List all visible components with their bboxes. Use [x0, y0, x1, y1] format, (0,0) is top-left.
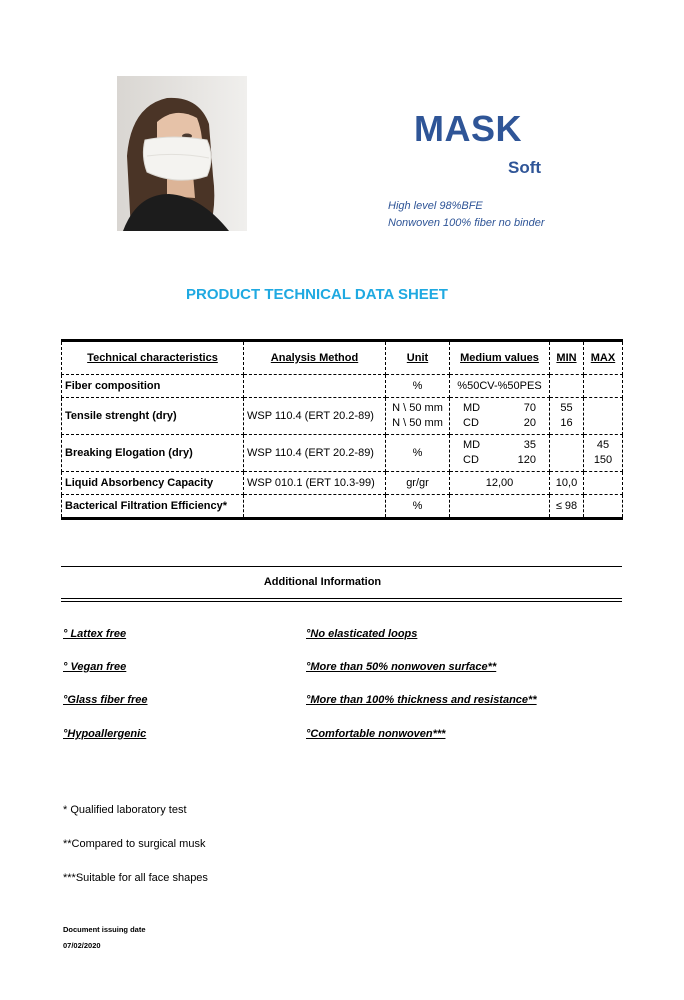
cell-min [550, 435, 584, 472]
feature-item: ° Lattex free [63, 628, 127, 640]
cell-characteristic: Bacterical Filtration Efficiency* [62, 495, 244, 519]
table-row [62, 495, 623, 519]
product-subtitle: Soft [508, 158, 542, 177]
cell-max [584, 398, 623, 435]
table-header: MIN [550, 341, 584, 375]
cell-method [244, 375, 386, 398]
table-header: Medium values [450, 341, 550, 375]
medium-value: 20 [523, 417, 536, 429]
cell-characteristic: Breaking Elogation (dry) [62, 435, 244, 472]
cell-max [584, 375, 623, 398]
cell-unit: % [386, 375, 450, 398]
feature-item: °No elasticated loops [306, 628, 418, 640]
tagline: High level 98%BFE [388, 200, 483, 212]
medium-dir: MD [463, 402, 481, 414]
unit-line: N \ 50 mm [392, 417, 443, 429]
footnote: * Qualified laboratory test [63, 804, 187, 816]
additional-title: Additional Information [263, 576, 382, 588]
footnote: ***Suitable for all face shapes [63, 872, 208, 884]
max-value: 150 [593, 454, 613, 466]
feature-item: °More than 50% nonwoven surface** [306, 661, 497, 673]
issue-date-label: Document issuing date [63, 925, 146, 934]
cell-max [584, 435, 623, 472]
table-row [62, 375, 623, 398]
cell-method: WSP 010.1 (ERT 10.3-99) [244, 472, 386, 495]
min-value: 55 [560, 402, 573, 414]
medium-pair [453, 453, 546, 468]
product-title: MASK [414, 108, 522, 149]
table-row [62, 435, 623, 472]
footnote: **Compared to surgical musk [63, 838, 206, 850]
cell-min: 10,0 [550, 472, 584, 495]
min-value: 16 [560, 417, 573, 429]
medium-value: 70 [523, 402, 536, 414]
cell-unit: gr/gr [386, 472, 450, 495]
feature-item: °Hypoallergenic [63, 728, 147, 740]
issue-date: 07/02/2020 [63, 941, 101, 950]
table-header: MAX [584, 341, 623, 375]
cell-max [584, 472, 623, 495]
table-header: Analysis Method [244, 341, 386, 375]
cell-method: WSP 110.4 (ERT 20.2-89) [244, 398, 386, 435]
cell-medium: %50CV-%50PES [450, 375, 550, 398]
cell-min: ≤ 98 [550, 495, 584, 519]
table-row [62, 472, 623, 495]
medium-value: 120 [517, 454, 536, 466]
table-header: Unit [386, 341, 450, 375]
sheet-title: PRODUCT TECHNICAL DATA SHEET [186, 286, 448, 303]
cell-method: WSP 110.4 (ERT 20.2-89) [244, 435, 386, 472]
cell-characteristic: Fiber composition [62, 375, 244, 398]
product-photo [117, 76, 247, 231]
tagline: Nonwoven 100% fiber no binder [388, 217, 545, 229]
cell-method [244, 495, 386, 519]
cell-medium [450, 398, 550, 435]
cell-unit: % [386, 435, 450, 472]
divider [61, 566, 622, 567]
cell-min [550, 375, 584, 398]
feature-item: ° Vegan free [63, 661, 127, 673]
cell-unit [386, 398, 450, 435]
cell-min [550, 398, 584, 435]
cell-medium: 12,00 [450, 472, 550, 495]
unit-line: N \ 50 mm [392, 402, 443, 414]
medium-pair [453, 416, 546, 431]
medium-pair [453, 401, 546, 416]
medium-dir: MD [463, 439, 481, 451]
medium-dir: CD [463, 417, 479, 429]
cell-medium [450, 435, 550, 472]
medium-dir: CD [463, 454, 479, 466]
cell-max [584, 495, 623, 519]
medium-pair [453, 438, 546, 453]
feature-item: °More than 100% thickness and resistance** [306, 694, 537, 706]
technical-table [61, 339, 623, 520]
cell-unit: % [386, 495, 450, 519]
table-header-row [62, 341, 623, 375]
table-header: Technical characteristics [62, 341, 244, 375]
cell-characteristic: Tensile strenght (dry) [62, 398, 244, 435]
feature-item: °Comfortable nonwoven*** [306, 728, 446, 740]
max-value: 45 [596, 439, 610, 451]
divider [61, 598, 622, 602]
medium-value: 35 [523, 439, 536, 451]
cell-characteristic: Liquid Absorbency Capacity [62, 472, 244, 495]
cell-medium [450, 495, 550, 519]
feature-item: °Glass fiber free [63, 694, 148, 706]
table-row [62, 398, 623, 435]
